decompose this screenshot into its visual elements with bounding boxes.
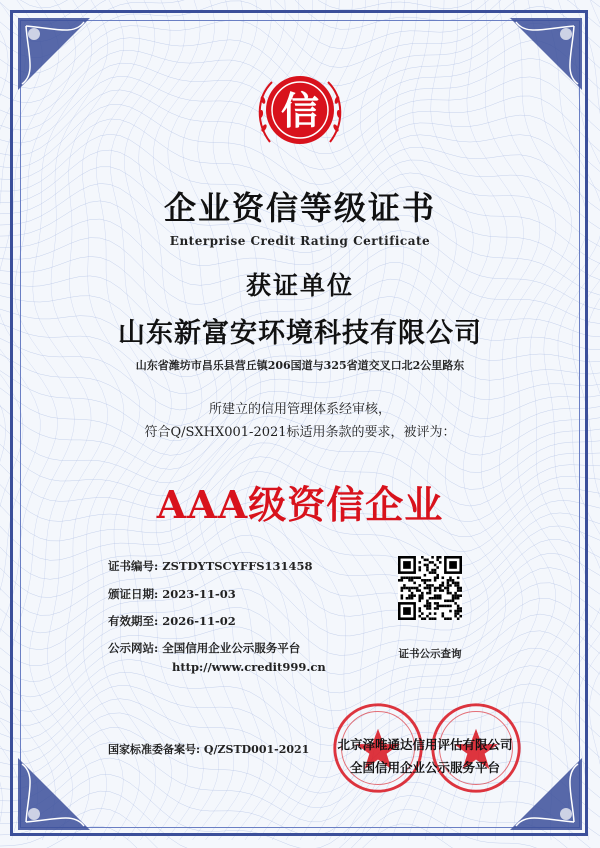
valid-until-label: 有效期至: xyxy=(108,614,159,628)
issue-date-row xyxy=(108,586,236,602)
website-label: 公示网站: xyxy=(108,641,159,655)
corner-ornament-top-right xyxy=(506,14,586,94)
issue-date-label: 颁证日期: xyxy=(108,587,159,601)
website-url[interactable]: http://www.credit999.cn xyxy=(172,660,326,674)
cert-number-value: ZSTDYTSCYFFS131458 xyxy=(162,559,313,573)
certificate-subtitle: Enterprise Credit Rating Certificate xyxy=(169,234,431,248)
website-name: 全国信用企业公示服务平台 xyxy=(162,641,301,655)
emblem-char: 信 xyxy=(280,88,320,133)
corner-ornament-top-left xyxy=(14,14,94,94)
statement-line-2: 符合Q/SXHX001-2021标适用条款的要求，被评为： xyxy=(144,425,456,440)
issuer-line-2: 全国信用企业公示服务平台 xyxy=(349,760,500,775)
standard-record-number: 国家标准委备案号: Q/ZSTD001-2021 xyxy=(108,743,310,756)
statement-line-1: 所建立的信用管理体系经审核， xyxy=(208,402,391,417)
cert-number-row xyxy=(108,558,313,574)
certificate-title: 企业资信等级证书 xyxy=(163,189,436,227)
corner-ornament-bottom-left xyxy=(14,754,94,834)
valid-until-row xyxy=(108,613,236,629)
company-address: 山东省潍坊市昌乐县营丘镇206国道与325省道交叉口北2公里路东 xyxy=(135,359,465,372)
credit-emblem-icon xyxy=(250,62,350,162)
qr-caption: 证书公示查询 xyxy=(398,648,462,660)
certified-unit-label: 获证单位 xyxy=(245,271,354,300)
rating-grade: AAA级资信企业 xyxy=(156,482,444,527)
company-name: 山东新富安环境科技有限公司 xyxy=(118,318,482,349)
valid-until-value: 2026-11-02 xyxy=(162,614,236,628)
issue-date-value: 2023-11-03 xyxy=(162,587,236,601)
website-row xyxy=(108,640,300,656)
cert-number-label: 证书编号: xyxy=(108,559,159,573)
qr-code-icon[interactable] xyxy=(398,556,462,620)
issuer-line-1: 北京泽唯通达信用评估有限公司 xyxy=(337,737,513,752)
